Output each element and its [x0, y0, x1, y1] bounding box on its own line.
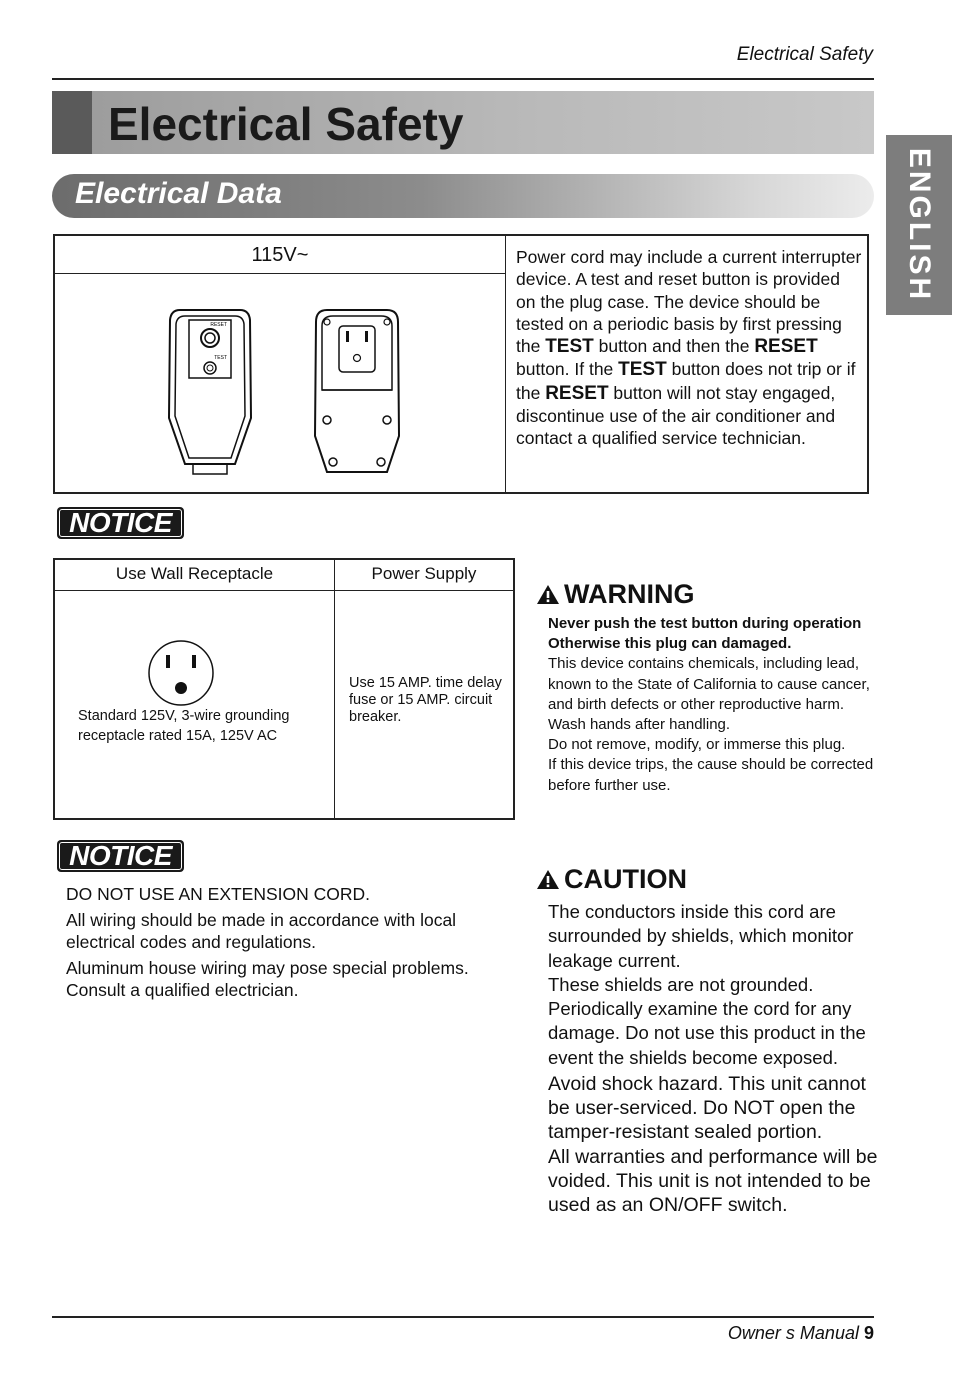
col-header-receptacle: Use Wall Receptacle — [115, 564, 274, 583]
notice-line: All wiring should be made in accordance with local electrical codes and regulations. — [66, 909, 457, 952]
title-bar-stub — [52, 91, 92, 154]
language-tab-label: ENGLISH — [903, 147, 936, 303]
plug-front-icon — [165, 306, 255, 478]
warning-title: WARNING — [564, 579, 695, 609]
plug-back-icon — [311, 306, 403, 478]
page-number: 9 — [863, 1323, 874, 1343]
wall-outlet-icon — [147, 639, 215, 707]
warning-heading — [536, 579, 695, 610]
page-title-bar — [52, 91, 874, 154]
electrical-data-table — [53, 234, 869, 494]
warning-triangle-icon — [536, 584, 560, 605]
notice-text — [66, 883, 486, 1005]
caution-title: CAUTION — [564, 864, 687, 894]
language-tab — [886, 135, 952, 315]
caution-text: The conductors inside this cord are surrounded by shields, which monitor leakage current. — [548, 901, 854, 971]
reset-button-label: RESET — [210, 322, 227, 328]
section-subtitle-bar — [52, 174, 874, 218]
voltage-label: 115V~ — [251, 244, 309, 266]
caution-heading — [536, 864, 687, 895]
notice-badge: NOTICE — [57, 840, 184, 872]
footer-manual-label: Owner s Manual — [727, 1323, 859, 1343]
warning-strong-text: Otherwise this plug can damaged. — [548, 635, 792, 653]
notice-badge: NOTICE — [57, 507, 184, 539]
test-button-label: TEST — [214, 355, 227, 361]
fuse-spec-text: Use 15 AMP. time delay fuse or 15 AMP. circuit breaker. — [349, 675, 502, 725]
warning-text: If this device trips, the cause should be corrected before further use. — [548, 756, 874, 794]
receptacle-table — [53, 558, 515, 820]
caution-triangle-icon — [536, 869, 560, 890]
caution-text: All warranties and performance will be voided. This unit is not intended to be used as an ON/OFF switch. — [548, 1145, 878, 1217]
warning-text: This device contains chemicals, including lead, known to the State of California to cause cancer, and birth defects or other reproductive harm. — [548, 655, 870, 713]
table-divider — [55, 590, 513, 591]
header-section-title: Electrical Safety — [736, 44, 873, 65]
caution-body-large — [548, 1072, 888, 1217]
section-subtitle: Electrical Data — [75, 177, 282, 210]
table-divider — [55, 273, 505, 274]
caution-body — [548, 900, 878, 1070]
table-divider — [505, 236, 506, 492]
warning-strong-text: Never push the test button during operation — [548, 615, 862, 632]
outlet-spec-text: Standard 125V, 3-wire grounding receptacle rated 15A, 125V AC — [78, 708, 290, 744]
notice-line: Aluminum house wiring may pose special problems. Consult a qualified electrician. — [66, 957, 469, 1000]
caution-text: These shields are not grounded. Periodically examine the cord for any damage. Do not use this product in the event the shields become exposed. — [548, 973, 866, 1068]
page-title: Electrical Safety — [108, 98, 464, 150]
header-rule — [52, 78, 874, 80]
warning-text: Do not remove, modify, or immerse this plug. — [548, 736, 846, 754]
table-divider — [334, 560, 335, 818]
interrupter-description: Power cord may include a current interrupter device. A test and reset button is provided on the plug case. The device should be tested on a periodic basis by first pressing the TEST button and then the RESET button. If the TEST button does not trip or if the RESET button will not stay engaged, discontinue use of the air conditioner and contact a qualified service technician. — [516, 247, 862, 449]
warning-body — [548, 614, 878, 796]
warning-text: Wash hands after handling. — [548, 716, 731, 734]
caution-text: Avoid shock hazard. This unit cannot be user-serviced. Do NOT open the tamper-resistant sealed portion. — [548, 1073, 866, 1144]
notice-line: DO NOT USE AN EXTENSION CORD. — [66, 884, 371, 904]
footer — [728, 1323, 874, 1344]
col-header-power-supply: Power Supply — [371, 564, 477, 583]
footer-rule — [52, 1316, 874, 1318]
